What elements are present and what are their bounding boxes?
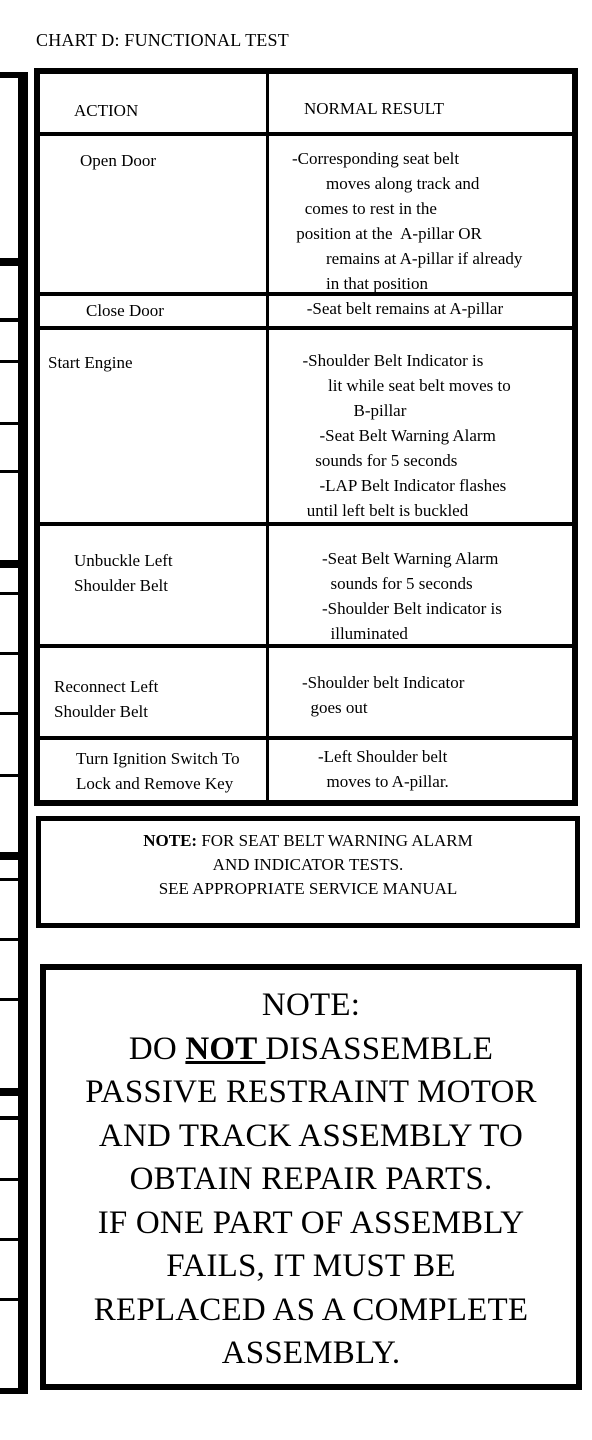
- warning-line: PASSIVE RESTRAINT MOTOR: [85, 1074, 537, 1110]
- functional-test-table: [34, 68, 578, 806]
- note-text-1: FOR SEAT BELT WARNING ALARM: [197, 831, 473, 850]
- warning-line: AND TRACK ASSEMBLY TO: [98, 1117, 524, 1154]
- edge-tick: [0, 1388, 18, 1394]
- row-result: -Shoulder Belt Indicator is lit while seat belt moves to B-pillar -Seat Belt Warning Alarm sounds for 5 seconds -LAP Belt Indicator flashes until left belt is buckled: [302, 351, 511, 520]
- edge-tick: [0, 998, 18, 1001]
- row-action: Close Door: [86, 301, 164, 320]
- row-action: Open Door: [80, 151, 157, 170]
- service-manual-note: [36, 816, 580, 928]
- table-row: [40, 648, 572, 740]
- row-result: -Seat Belt Warning Alarm sounds for 5 seconds -Shoulder Belt indicator is illuminated: [322, 549, 502, 643]
- row-result: -Left Shoulder belt moves to A-pillar.: [318, 747, 449, 791]
- row-action: Reconnect Left Shoulder Belt: [54, 677, 159, 721]
- note-label: NOTE:: [143, 831, 198, 850]
- edge-tick: [0, 1238, 18, 1241]
- edge-tick: [0, 652, 18, 655]
- edge-tick: [0, 1298, 18, 1301]
- row-result: -Corresponding seat belt moves along track and comes to rest in the position at the A-pillar OR remains at A-pillar if already in that position: [292, 149, 523, 293]
- table-row: [40, 740, 572, 800]
- table-row: [40, 296, 572, 330]
- warning-line: REPLACED AS A COMPLETE: [93, 1291, 529, 1328]
- row-action: Unbuckle Left Shoulder Belt: [74, 551, 173, 595]
- edge-tick: [0, 1088, 18, 1096]
- chart-title: CHART D: FUNCTIONAL TEST: [36, 30, 289, 50]
- adjacent-chart-edge: [0, 72, 28, 1394]
- table-row: [40, 136, 572, 296]
- edge-tick: [0, 938, 18, 941]
- row-result: -Seat belt remains at A-pillar: [294, 299, 504, 318]
- warning-line: ASSEMBLY.: [221, 1335, 401, 1371]
- edge-tick: [0, 1116, 18, 1120]
- warning-do: DO: [128, 1030, 186, 1067]
- warning-line: FAILS, IT MUST BE: [166, 1248, 456, 1284]
- edge-tick: [0, 712, 18, 715]
- note-line-3: SEE APPROPRIATE SERVICE MANUAL: [158, 879, 458, 898]
- edge-tick: [0, 774, 18, 777]
- warning-not-emphasis: NOT: [185, 1030, 266, 1067]
- warning-line-do-not: [46, 1028, 576, 1072]
- table-header-row: [40, 74, 572, 136]
- warning-line: OBTAIN REPAIR PARTS.: [129, 1161, 493, 1197]
- edge-tick: [0, 318, 18, 322]
- note-line-1: [41, 829, 575, 853]
- edge-tick: [0, 422, 18, 425]
- row-action: Start Engine: [48, 353, 133, 372]
- edge-border-line: [18, 72, 28, 1394]
- note-line-2: AND INDICATOR TESTS.: [212, 855, 404, 874]
- edge-tick: [0, 360, 18, 363]
- edge-tick: [0, 470, 18, 473]
- edge-tick: [0, 1178, 18, 1181]
- edge-tick: [0, 72, 18, 78]
- warning-disassemble: DISASSEMBLE: [265, 1030, 494, 1067]
- disassembly-warning-note: [40, 964, 582, 1390]
- row-result: -Shoulder belt Indicator goes out: [302, 673, 465, 717]
- header-action: ACTION: [74, 101, 139, 120]
- table-row: [40, 330, 572, 526]
- warning-line: IF ONE PART OF ASSEMBLY: [97, 1204, 525, 1241]
- row-action: Turn Ignition Switch To Lock and Remove Key: [76, 749, 240, 793]
- edge-tick: [0, 560, 18, 568]
- edge-tick: [0, 258, 18, 266]
- edge-tick: [0, 852, 18, 860]
- table-row: [40, 526, 572, 648]
- warning-heading: NOTE:: [261, 987, 361, 1023]
- header-normal-result: NORMAL RESULT: [304, 99, 444, 118]
- edge-tick: [0, 592, 18, 595]
- edge-tick: [0, 878, 18, 881]
